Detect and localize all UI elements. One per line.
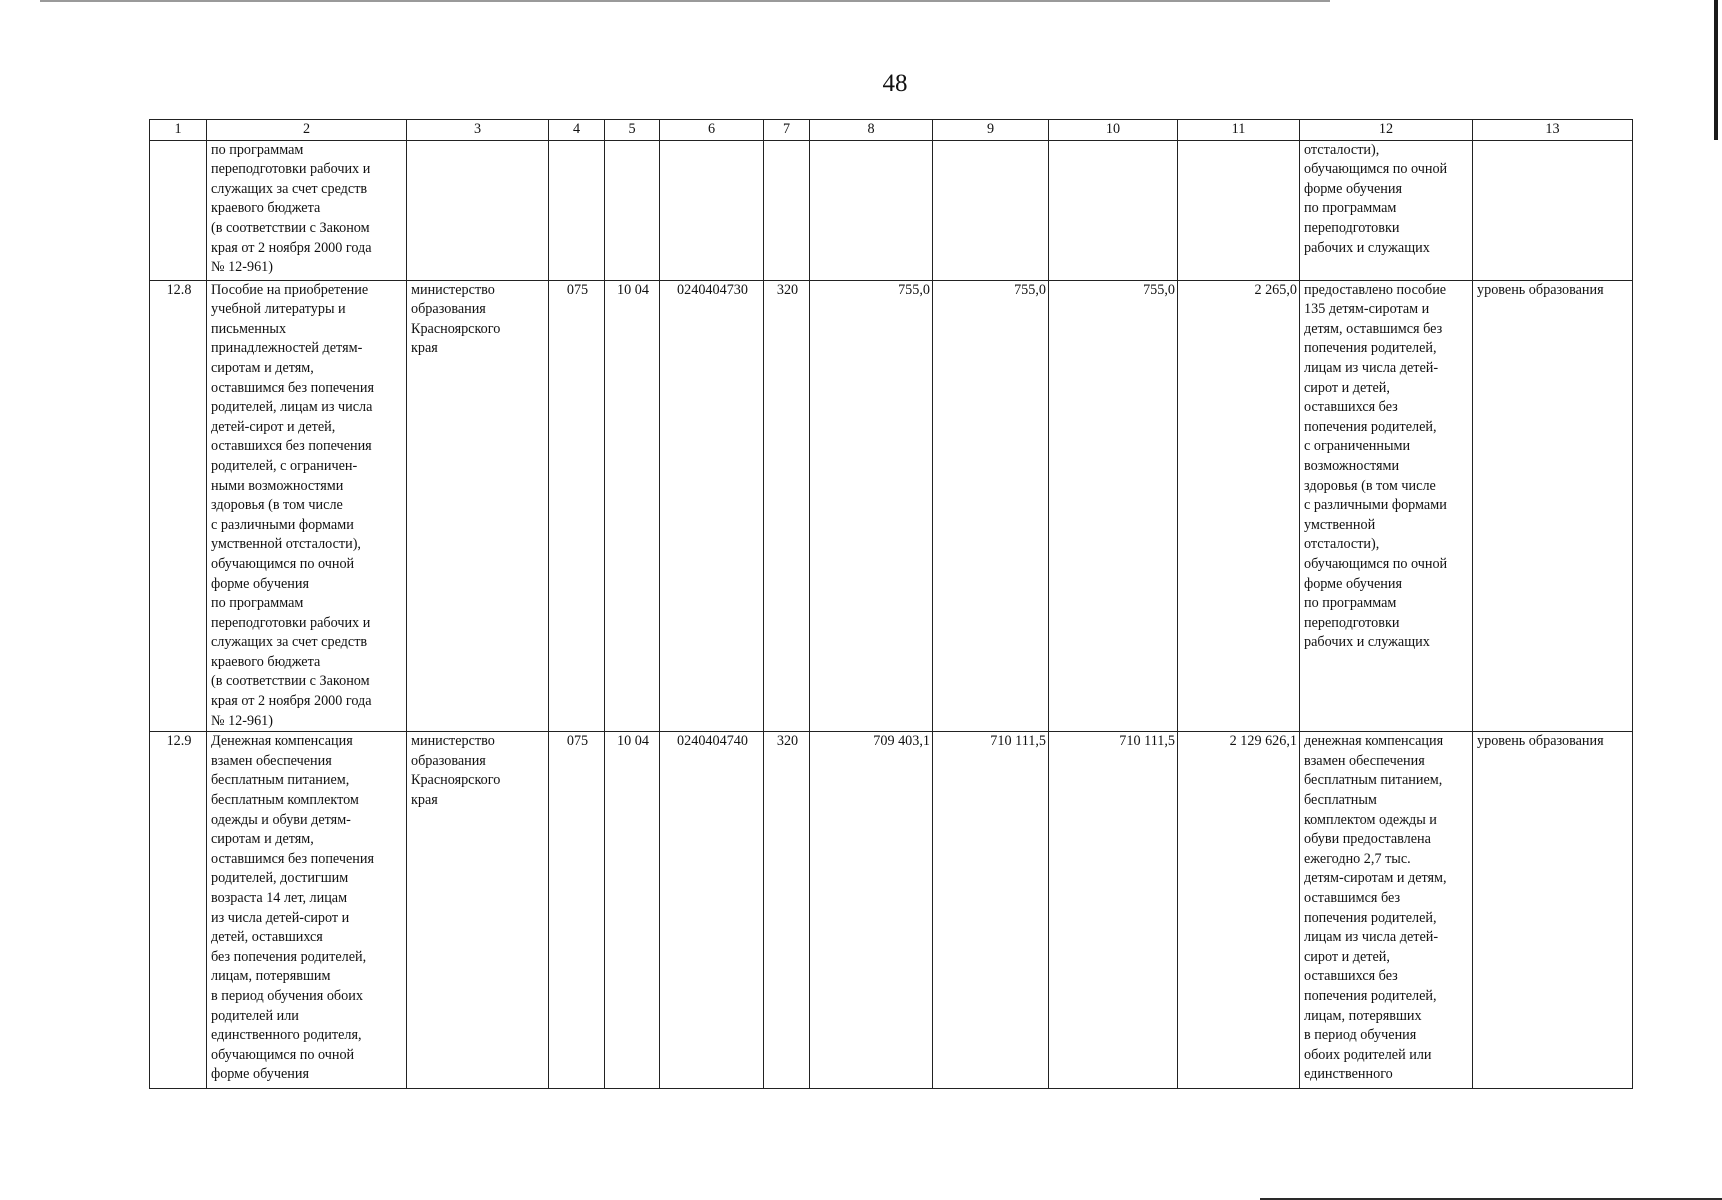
agency-cell: министерство образования Красноярского края [407,280,549,732]
column-number: 3 [407,120,549,141]
year3-cell: 755,0 [1049,280,1178,732]
table-row [150,732,1633,1089]
grbs-cell: 075 [549,732,605,1089]
agency-cell [407,140,549,280]
column-number: 4 [549,120,605,141]
grbs-cell: 075 [549,280,605,732]
agency-cell: министерство образования Красноярского края [407,732,549,1089]
total-cell [1178,140,1300,280]
vr-cell: 320 [764,732,810,1089]
rzpr-cell [605,140,660,280]
year3-cell: 710 111,5 [1049,732,1178,1089]
scan-edge-top [40,0,1330,2]
result-cell: предоставлено пособие 135 детям-сиротам и детям, оставшимся без попечения родителей, лицам из числа детей- сирот и детей, оставшихся без попечения родителей, с ограниченными возможностями здоровья (в том числе с различными формами умственной отсталости), обучающимся по очной форме обучения по программам переподготовки рабочих и служащих [1300,280,1473,732]
column-number-row [150,120,1633,141]
column-number: 6 [660,120,764,141]
rzpr-cell: 10 04 [605,280,660,732]
result-cell: денежная компенсация взамен обеспечения бесплатным питанием, бесплатным комплектом одежды и обуви предоставлена ежегодно 2,7 тыс. детям-сиротам и детям, оставшимся без попечения родителей, лицам из числа детей- сирот и детей, оставшихся без попечения родителей, лицам, потерявших в период обучения обоих родителей или единственного [1300,732,1473,1089]
vr-cell: 320 [764,280,810,732]
row-number-cell: 12.8 [150,280,207,732]
year1-cell [810,140,933,280]
table-row [150,140,1633,280]
column-number: 10 [1049,120,1178,141]
year1-cell: 755,0 [810,280,933,732]
result-cell: отсталости), обучающимся по очной форме обучения по программам переподготовки рабочих и служащих [1300,140,1473,280]
column-number: 8 [810,120,933,141]
year2-cell [933,140,1049,280]
column-number: 5 [605,120,660,141]
year1-cell: 709 403,1 [810,732,933,1089]
measure-name-cell: Пособие на приобретение учебной литературы и письменных принадлежностей детям- сиротам и детям, оставшимся без попечения родителей, лицам из числа детей-сирот и детей, оставшихся без попечения родителей, с ограничен- ными возможностями здоровья (в том числе с различными формами умственной отсталости), обучающимся по очной форме обучения по программам переподготовки рабочих и служащих за счет средств краевого бюджета (в соответствии с Законом края от 2 ноября 2000 года № 12-961) [207,280,407,732]
grbs-cell [549,140,605,280]
indicator-cell: уровень образования [1473,732,1633,1089]
year2-cell: 755,0 [933,280,1049,732]
csr-cell [660,140,764,280]
indicator-cell: уровень образования [1473,280,1633,732]
column-number: 9 [933,120,1049,141]
rzpr-cell: 10 04 [605,732,660,1089]
column-number: 13 [1473,120,1633,141]
row-number-cell [150,140,207,280]
csr-cell: 0240404740 [660,732,764,1089]
page-number: 48 [882,70,908,97]
vr-cell [764,140,810,280]
column-number: 12 [1300,120,1473,141]
row-number-cell: 12.9 [150,732,207,1089]
total-cell: 2 265,0 [1178,280,1300,732]
column-number: 1 [150,120,207,141]
budget-table [149,119,1633,1089]
table-row [150,280,1633,732]
year2-cell: 710 111,5 [933,732,1049,1089]
measure-name-cell: Денежная компенсация взамен обеспечения бесплатным питанием, бесплатным комплектом одежды и обуви детям- сиротам и детям, оставшимся без попечения родителей, достигшим возраста 14 лет, лицам из числа детей-сирот и детей, оставшихся без попечения родителей, лицам, потерявшим в период обучения обоих родителей или единственного родителя, обучающимся по очной форме обучения [207,732,407,1089]
column-number: 2 [207,120,407,141]
column-number: 11 [1178,120,1300,141]
total-cell: 2 129 626,1 [1178,732,1300,1089]
csr-cell: 0240404730 [660,280,764,732]
year3-cell [1049,140,1178,280]
indicator-cell [1473,140,1633,280]
measure-name-cell: по программам переподготовки рабочих и служащих за счет средств краевого бюджета (в соответствии с Законом края от 2 ноября 2000 года № 12-961) [207,140,407,280]
column-number: 7 [764,120,810,141]
